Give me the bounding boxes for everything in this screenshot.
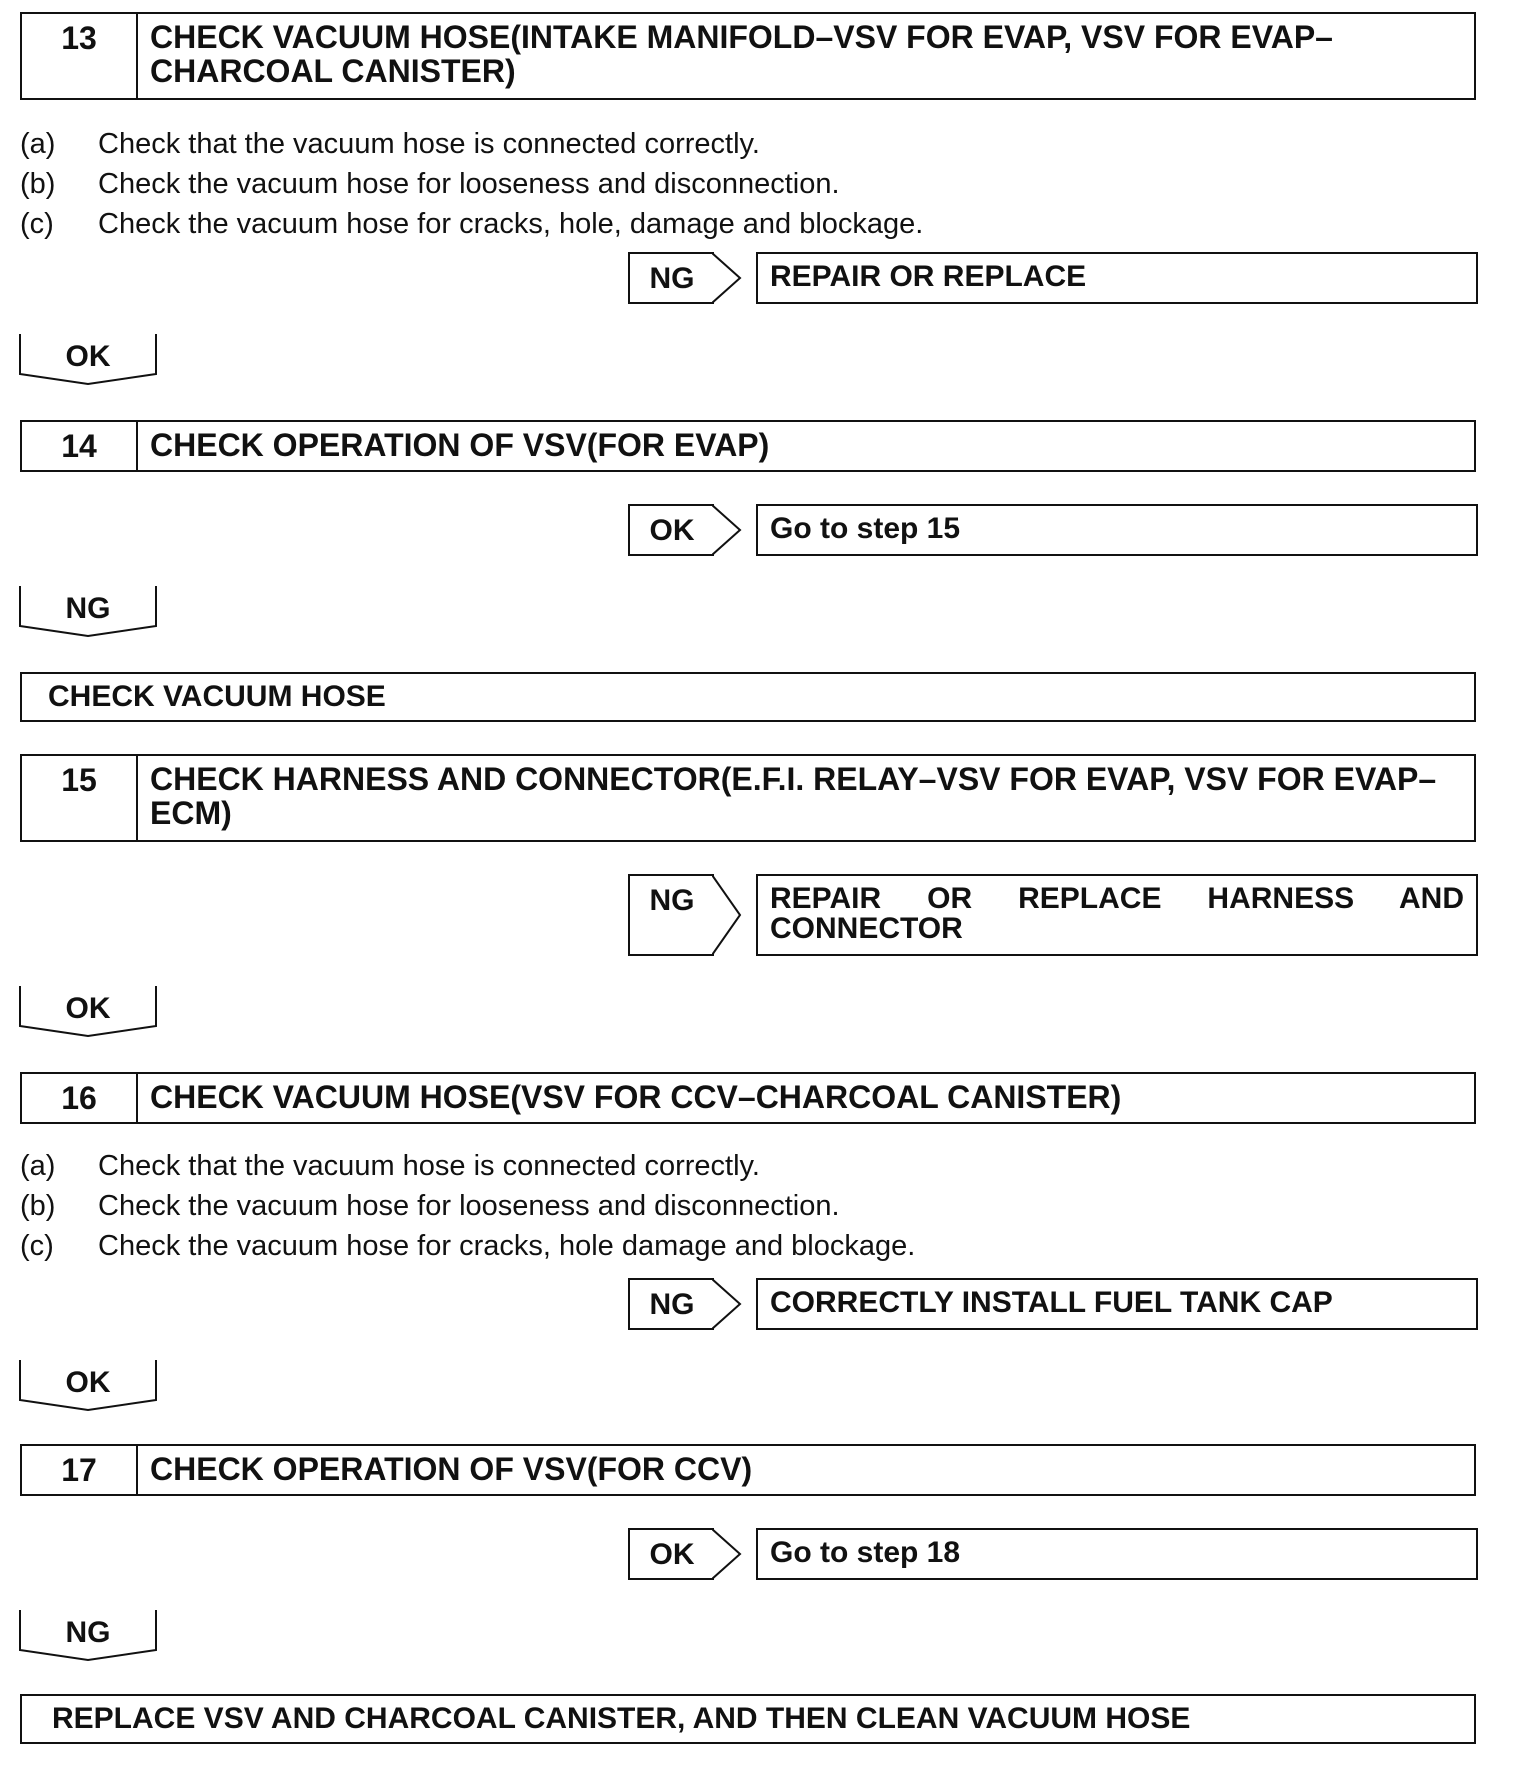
step-13-header — [20, 12, 1476, 100]
step-16-item-c — [20, 1226, 915, 1266]
result-arrow-icon — [712, 504, 742, 556]
result-label: OK — [628, 504, 714, 556]
result-target: Go to step 18 — [756, 1528, 1478, 1580]
step-title: CHECK OPERATION OF VSV(FOR CCV) — [150, 1451, 753, 1487]
result-target-line1: REPAIR OR REPLACE HARNESS AND — [770, 882, 1464, 915]
step-13-next-tab — [18, 334, 158, 386]
step-13-result — [628, 252, 1478, 304]
step-title: CHECK OPERATION OF VSV(FOR EVAP) — [150, 427, 770, 463]
step-15-result — [628, 874, 1478, 956]
step-16-item-b — [20, 1186, 840, 1226]
tab-label: NG — [65, 592, 111, 625]
step-17-next-tab — [18, 1610, 158, 1662]
item-label: (c) — [20, 208, 54, 240]
result-target: REPAIR OR REPLACE — [756, 252, 1478, 304]
result-target-line2: CONNECTOR — [770, 912, 963, 945]
tab-label: NG — [65, 1616, 111, 1649]
result-label: NG — [628, 1278, 714, 1330]
tab-label: OK — [65, 992, 111, 1025]
tab-label: OK — [65, 340, 111, 373]
step-14-header — [20, 420, 1476, 472]
result-target — [756, 874, 1478, 956]
item-label: (c) — [20, 1230, 54, 1262]
result-target: Go to step 15 — [756, 504, 1478, 556]
item-text: Check that the vacuum hose is connected correctly. — [98, 128, 760, 160]
step-16-item-a — [20, 1146, 760, 1186]
result-target: CORRECTLY INSTALL FUEL TANK CAP — [756, 1278, 1478, 1330]
step-17-result — [628, 1528, 1478, 1580]
step-17-action: REPLACE VSV AND CHARCOAL CANISTER, AND THEN CLEAN VACUUM HOSE — [20, 1694, 1476, 1744]
item-label: (a) — [20, 128, 56, 160]
step-16-header — [20, 1072, 1476, 1124]
result-arrow-icon — [712, 874, 742, 956]
step-13-item-a — [20, 124, 760, 164]
step-13-item-b — [20, 164, 840, 204]
step-number: 14 — [22, 422, 138, 470]
item-label: (a) — [20, 1150, 56, 1182]
result-label: OK — [628, 1528, 714, 1580]
step-number: 17 — [22, 1446, 138, 1494]
item-text: Check the vacuum hose for cracks, hole damage and blockage. — [98, 1230, 916, 1262]
step-13-item-c — [20, 204, 923, 244]
step-number: 13 — [22, 14, 138, 98]
step-number: 15 — [22, 756, 138, 840]
item-label: (b) — [20, 1190, 56, 1222]
item-text: Check the vacuum hose for cracks, hole, damage and blockage. — [98, 208, 924, 240]
result-arrow-icon — [712, 1278, 742, 1330]
result-arrow-icon — [712, 1528, 742, 1580]
step-16-result — [628, 1278, 1478, 1330]
step-title: CHECK VACUUM HOSE(VSV FOR CCV–CHARCOAL CANISTER) — [150, 1079, 1122, 1115]
result-arrow-icon — [712, 252, 742, 304]
step-14-result — [628, 504, 1478, 556]
step-title: CHECK HARNESS AND CONNECTOR(E.F.I. RELAY–VSV FOR EVAP, VSV FOR EVAP–ECM) — [150, 761, 1437, 831]
step-15-next-tab — [18, 986, 158, 1038]
step-14-next-tab — [18, 586, 158, 638]
tab-label: OK — [65, 1366, 111, 1399]
step-number: 16 — [22, 1074, 138, 1122]
result-label: NG — [628, 252, 714, 304]
step-title: CHECK VACUUM HOSE(INTAKE MANIFOLD–VSV FOR EVAP, VSV FOR EVAP–CHARCOAL CANISTER) — [150, 19, 1333, 89]
step-16-next-tab — [18, 1360, 158, 1412]
step-17-header — [20, 1444, 1476, 1496]
item-text: Check the vacuum hose for looseness and disconnection. — [98, 168, 840, 200]
result-label: NG — [628, 874, 714, 956]
item-text: Check the vacuum hose for looseness and disconnection. — [98, 1190, 840, 1222]
step-14-action: CHECK VACUUM HOSE — [20, 672, 1476, 722]
item-label: (b) — [20, 168, 56, 200]
step-15-header — [20, 754, 1476, 842]
item-text: Check that the vacuum hose is connected correctly. — [98, 1150, 760, 1182]
